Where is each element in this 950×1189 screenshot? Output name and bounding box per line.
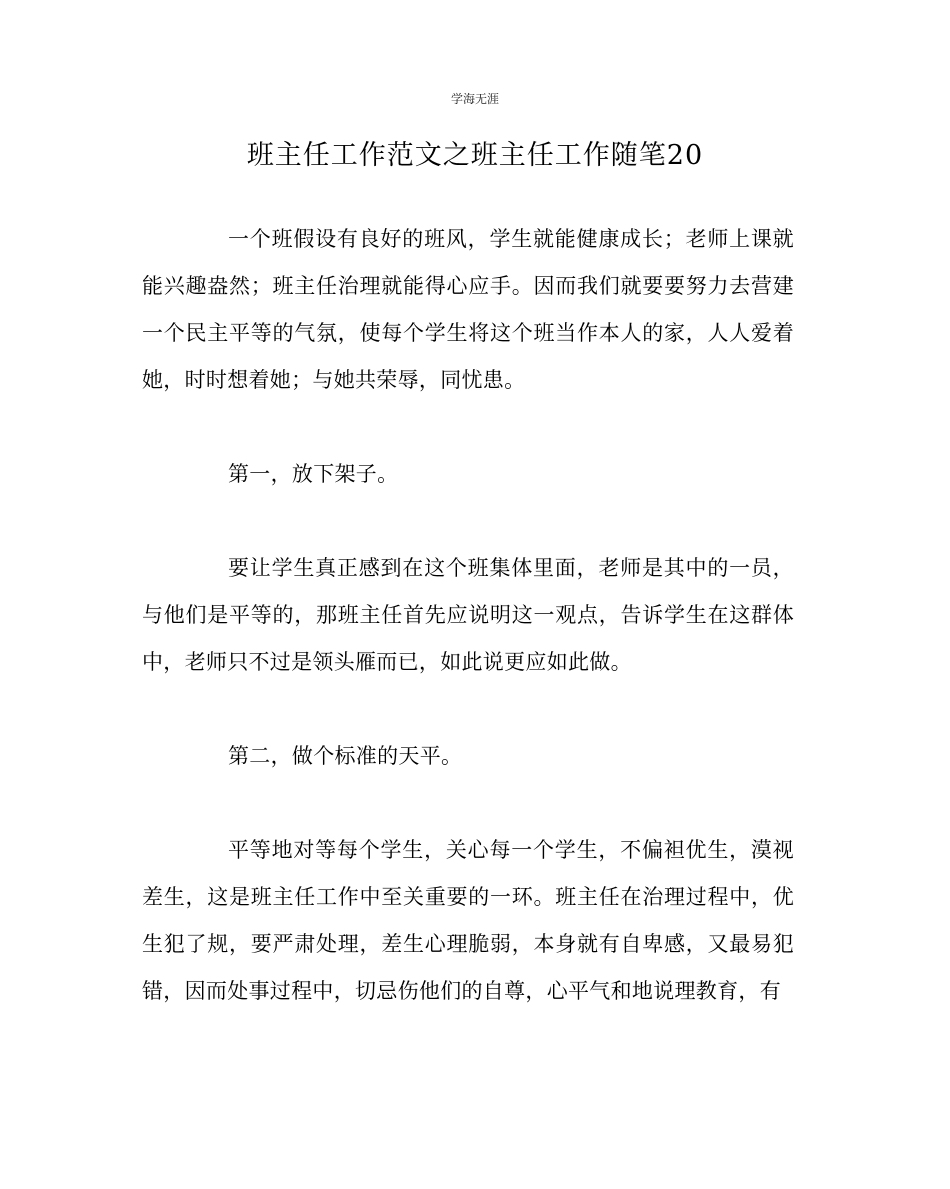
paragraph-spacer — [142, 404, 794, 451]
paragraph-spacer — [142, 686, 794, 733]
paragraph: 一个班假设有良好的班风，学生就能健康成长；老师上课就能兴趣盎然；班主任治理就能得心应手。因而我们就要要努力去营建一个民主平等的气氛，使每个学生将这个班当作本人的家，人人爱着她，时时想着她；与她共荣辱，同忧患。 — [142, 227, 794, 392]
document-body — [142, 216, 794, 1015]
page-header: 学海无涯 — [450, 92, 499, 106]
paragraph: 要让学生真正感到在这个班集体里面，老师是其中的一员，与他们是平等的，那班主任首先应说明这一观点，告诉学生在这群体中，老师只不过是领头雁而已，如此说更应如此做。 — [142, 556, 794, 674]
paragraph-spacer — [142, 498, 794, 545]
section-heading: 第一，放下架子。 — [228, 462, 399, 486]
document-title: 班主任工作范文之班主任工作随笔20 — [246, 140, 704, 171]
paragraph: 平等地对等每个学生，关心每一个学生，不偏袒优生，漠视差生，这是班主任工作中至关重要的一环。班主任在治理过程中，优生犯了规，要严肃处理，差生心理脆弱，本身就有自卑感，又最易犯错，因而处事过程中，切忌伤他们的自尊，心平气和地说理教育，有 — [142, 838, 794, 1003]
paragraph-spacer — [142, 780, 794, 827]
section-heading: 第二，做个标准的天平。 — [228, 744, 463, 768]
